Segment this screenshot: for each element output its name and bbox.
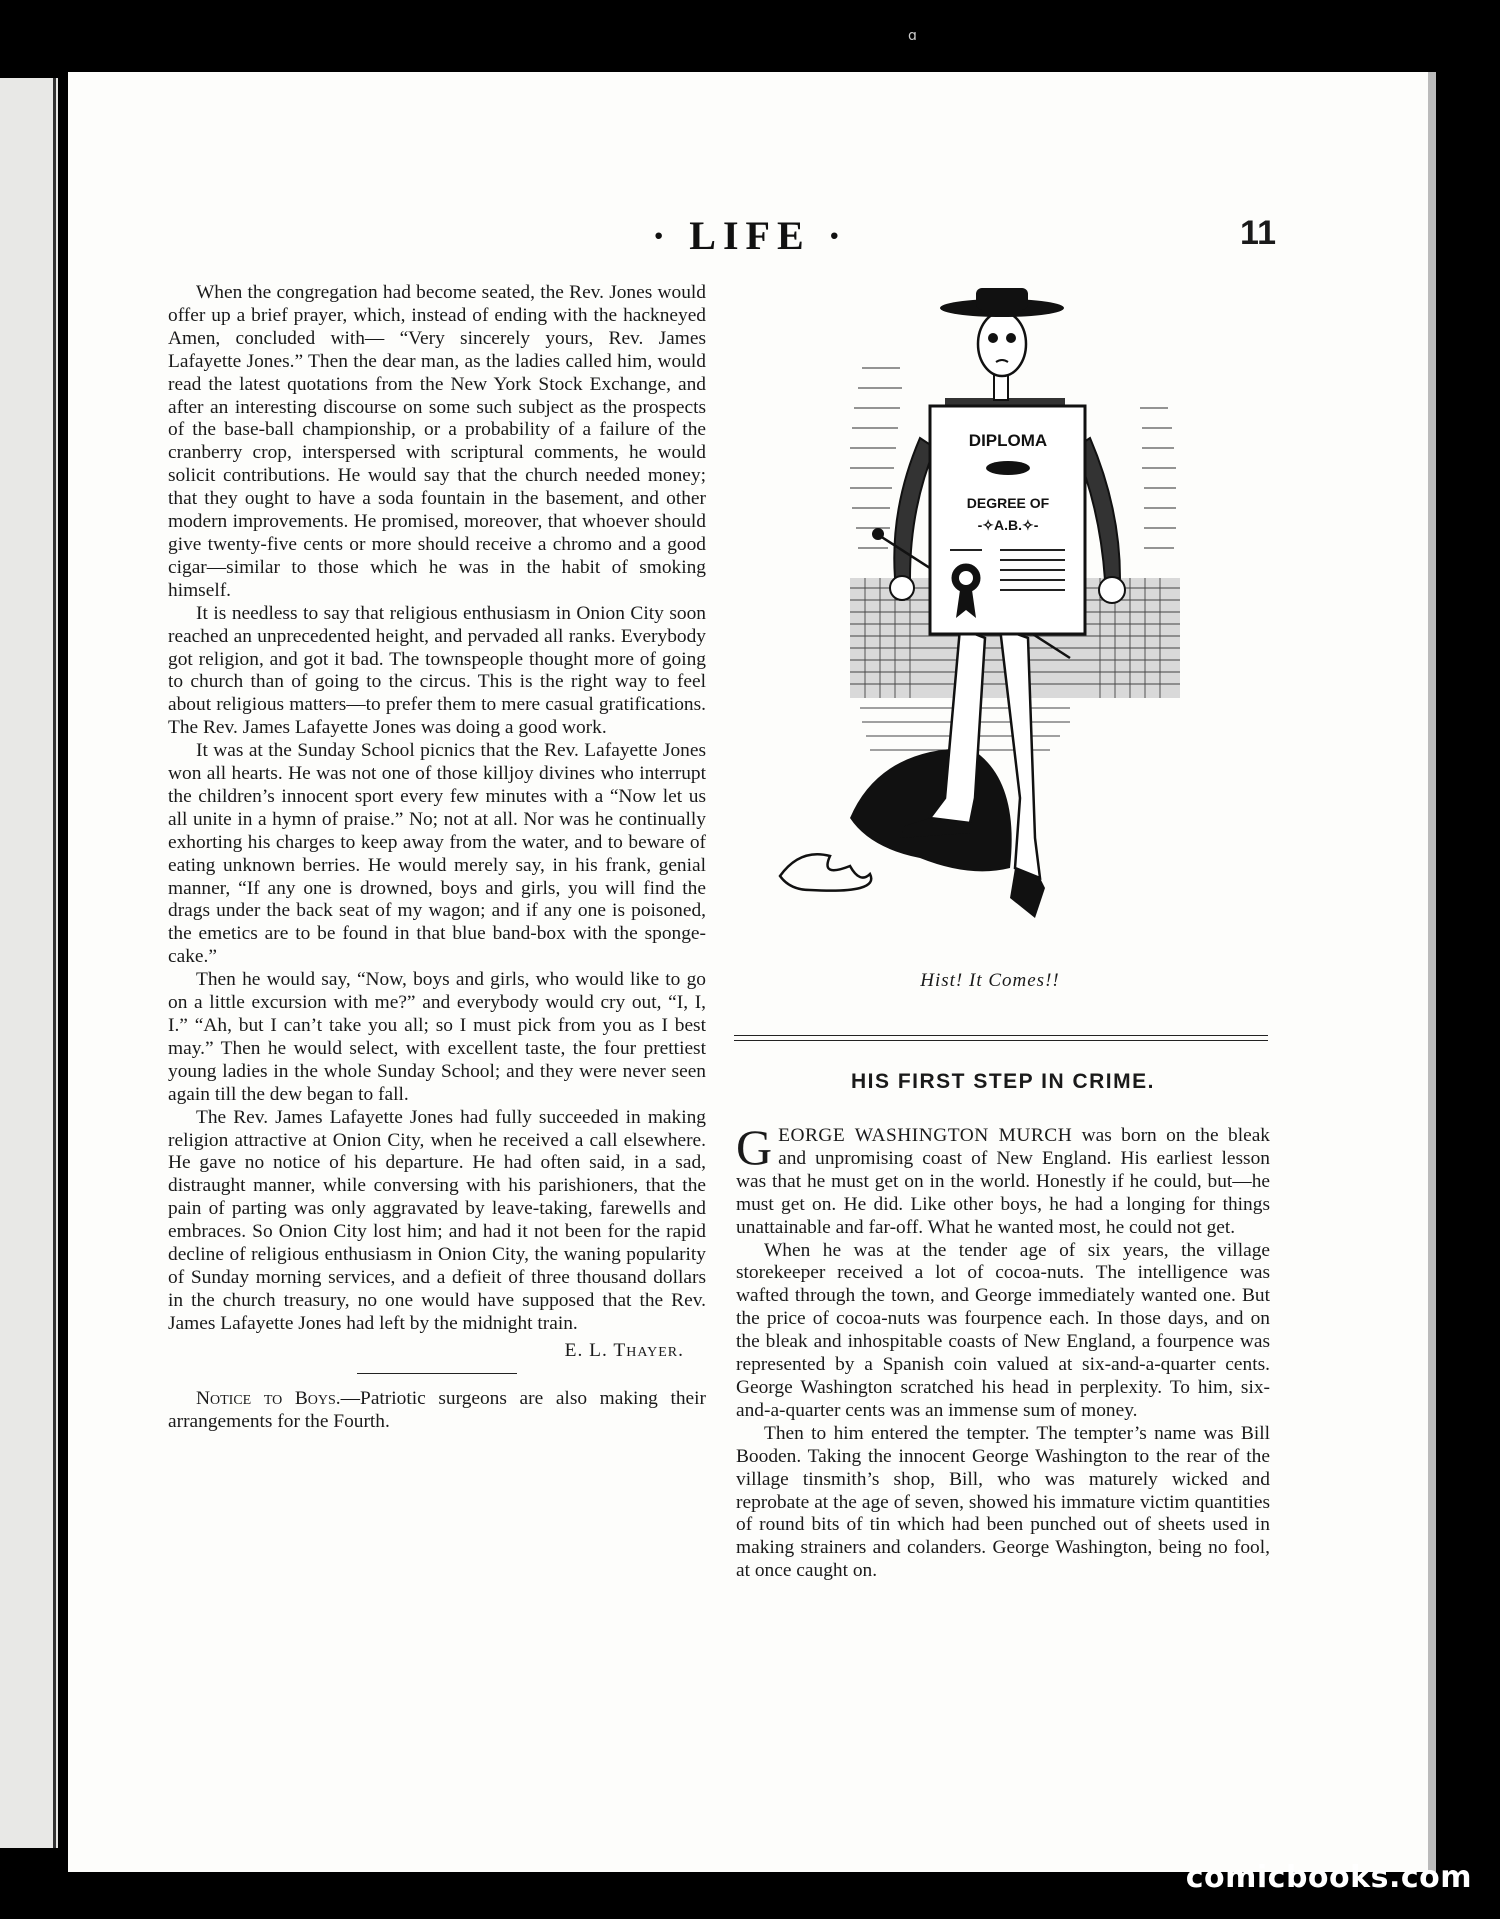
author-signature: E. L. Thayer. bbox=[564, 1339, 684, 1361]
right-column bbox=[736, 1119, 1270, 1583]
notice-paragraph bbox=[168, 1388, 706, 1434]
article-title: HIS FIRST STEP IN CRIME. bbox=[851, 1070, 1155, 1093]
notice-body: —Patriotic surgeons are also making their arrangements for the Fourth. bbox=[168, 1387, 706, 1432]
cartoon-illustration bbox=[770, 278, 1240, 938]
sign-ab: -✧A.B.✧- bbox=[977, 517, 1039, 533]
paragraph: When he was at the tender age of six years, the village storekeeper received a lot of cocoa-nuts. The intelligence was wafted through the town, and George immediately wanted one. But the price of cocoa-nuts was fourpence each. In those days, and on the bleak and inhospitable coasts of New England, a fourpence was represented by a Spanish coin valued at six-and-a-quarter cents. George Washington scratched his head in perplexity. To him, six-and-a-quarter cents was an immense sum of money. bbox=[736, 1239, 1270, 1421]
paragraph: When the congregation had become seated, the Rev. Jones would offer up a brief prayer, which, instead of ending with the hackneyed Amen, concluded with— “Very sincerely yours, Rev. James Lafayette Jones.” Then the dear man, as the ladies called him, would read the latest quotations from the New York Stock Exchange, and after an interesting discourse on some such subject as the prospects of the base-ball championship, or a probability of a failure of the cranberry crop, interspersed with scriptural comments, he would solicit contributions. He would say that the church needed money; that they ought to have a soda fountain in the basement, and other modern improvements. He promised, moreover, that whoever should give twenty-five cents or more should receive a chromo and a good cigar—similar to those which he was in the habit of smoking himself. bbox=[168, 282, 706, 601]
masthead: · LIFE · bbox=[651, 213, 849, 258]
paragraph: Then he would say, “Now, boys and girls, who would like to go on a little excursion with me?” and everybody would cry out, “I, I, I.” “Ah, but I can’t take you all; so I must pick from you as I best may.” Then he would select, with excellent taste, the four prettiest young ladies in the whole Sunday School; and they were never seen again till the dew began to fall. bbox=[168, 969, 706, 1105]
opening-text: was born on the bleak and unpromising coast of New England. His earliest lesson was that he must get on in the world. Honestly if he could, but—he must get on. He did. Like other boys, he had a longing for things unattainable and far-off. What he wanted most, he could not get. bbox=[736, 1125, 1270, 1238]
page-number: 11 bbox=[1240, 214, 1276, 252]
sign-degree: DEGREE OF bbox=[966, 495, 1050, 511]
paragraph: Then to him entered the tempter. The tempter’s name was Bill Booden. Taking the innocent George Washington to the rear of the village tinsmith’s shop, Bill, who was maturely wicked and reprobate at the age of seven, showed his immature victim quantities of round bits of tin which had been punched out of sheets used in making strainers and colanders. George Washington, being no fool, at once caught on. bbox=[736, 1422, 1270, 1582]
adjacent-page-edge bbox=[0, 78, 58, 1848]
notice-heading: Notice to Boys. bbox=[196, 1387, 341, 1409]
double-rule-divider bbox=[734, 1035, 1268, 1041]
scan-mark: ɑ bbox=[908, 28, 917, 44]
illustration-caption: Hist! It Comes!! bbox=[920, 970, 1060, 991]
lead-in: EORGE WASHINGTON MURCH bbox=[778, 1125, 1073, 1146]
cast-shadow bbox=[850, 748, 1012, 871]
artist-signature bbox=[780, 854, 871, 890]
paragraph: It was at the Sunday School picnics that the Rev. Lafayette Jones won all hearts. He was not one of those killjoy divines who interrupt the children’s innocent sport every few minutes with a “Now let us all unite in a hymn of praise.” No; not at all. Nor was he continually exhorting his charges to keep away from the water, and to beware of eating unknown berries. He would merely say, in his frank, genial manner, “If any one is drowned, boys and girls, you will find the drags under the back seat of my wagon; and if any one is poisoned, the emetics are to be found in that blue band-box with the sponge-cake.” bbox=[168, 740, 706, 968]
drop-cap: G bbox=[736, 1119, 773, 1175]
paragraph: It is needless to say that religious enthusiasm in Onion City soon reached an unprecedented height, and pervaded all ranks. Everybody got religion, and got it bad. The townspeople thought more of going to church than of going to the circus. This is the right way to feel about religious matters—to prefer them to mere casual gratifications. The Rev. James Lafayette Jones was doing a good work. bbox=[168, 602, 706, 739]
section-divider bbox=[357, 1373, 517, 1374]
hat-crown bbox=[976, 288, 1028, 310]
left-column bbox=[168, 282, 706, 1433]
site-watermark: comicbooks.com bbox=[1185, 1860, 1472, 1895]
sign-title: DIPLOMA bbox=[968, 431, 1048, 450]
figure-head bbox=[978, 312, 1026, 376]
opening-paragraph bbox=[736, 1119, 1270, 1240]
page-edge-shadow bbox=[1428, 72, 1436, 1872]
paragraph: The Rev. James Lafayette Jones had fully succeeded in making religion attractive at Onion City, when he received a call elsewhere. He gave no notice of his departure. He had often said, in a sad, distraught manner, while conversing with his parishioners, that the pain of parting was only aggravated by leave-taking, farewells and embraces. So Onion City lost him; and had it not been for the rapid decline of religious enthusiasm in Onion City, the waning popularity of Sunday morning services, and a defieit of three thousand dollars in the church treasury, no one would have supposed that the Rev. James Lafayette Jones had left by the midnight train. bbox=[168, 1106, 706, 1334]
